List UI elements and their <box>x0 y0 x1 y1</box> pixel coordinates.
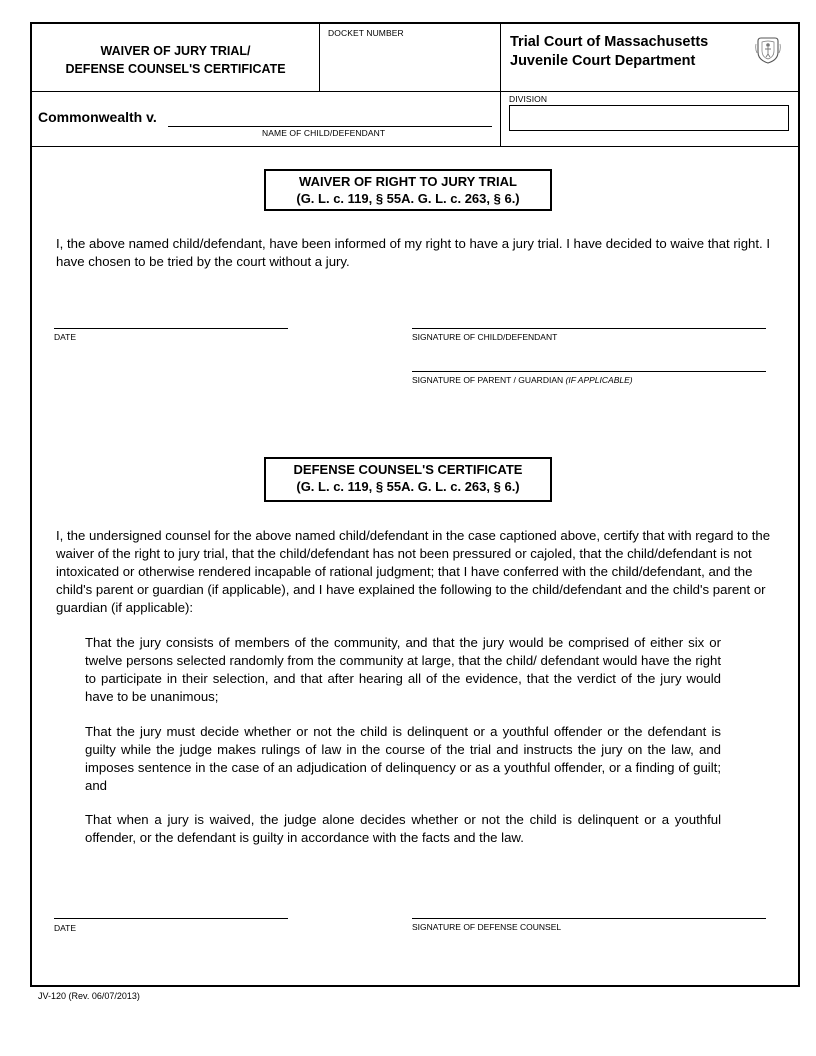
child-signature-field[interactable] <box>412 328 766 329</box>
certificate-item-jury-waived: That when a jury is waived, the judge alone decides whether or not the child is delinquent or a youthful offender, or the defendant is guilty in accordance with the facts and the law. <box>85 812 721 845</box>
parent-signature-label <box>412 375 633 385</box>
defendant-name-label: NAME OF CHILD/DEFENDANT <box>262 128 386 138</box>
parent-signature-field[interactable] <box>412 371 766 372</box>
waiver-date-field[interactable] <box>54 328 288 329</box>
waiver-title-line2: (G. L. c. 119, § 55A. G. L. c. 263, § 6.) <box>296 191 520 206</box>
court-department: Juvenile Court Department <box>510 53 696 69</box>
form-title-line2: DEFENSE COUNSEL'S CERTIFICATE <box>65 61 286 76</box>
division-label: DIVISION <box>509 94 548 104</box>
massachusetts-seal-icon <box>755 35 781 65</box>
waiver-title-line1: WAIVER OF RIGHT TO JURY TRIAL <box>299 174 517 189</box>
certificate-title-line1: DEFENSE COUNSEL'S CERTIFICATE <box>293 462 523 477</box>
waiver-statement: I, the above named child/defendant, have been informed of my right to have a jury trial. I have decided to waive that right. I have chosen to be tried by the court without a jury. <box>56 236 771 269</box>
court-heading <box>500 24 798 91</box>
certificate-item-jury-composition: That the jury consists of members of the community, and that the jury would be comprised of either six or twelve persons selected randomly from the community at large, that the child/ defendant would have the right to participate in their selection, and that after hearing all of the evidence, that the verdict of the jury would have to be unanimous; <box>85 635 721 704</box>
docket-number-label: DOCKET NUMBER <box>328 28 404 38</box>
certificate-section-title <box>264 457 552 502</box>
header-row <box>32 24 798 92</box>
certificate-date-label: DATE <box>54 923 77 933</box>
defendant-name-field[interactable] <box>168 126 492 127</box>
waiver-date-label: DATE <box>54 332 77 342</box>
parent-signature-label-text: SIGNATURE OF PARENT / GUARDIAN <box>412 375 564 385</box>
waiver-section-title <box>264 169 552 211</box>
form-number: JV-120 (Rev. 06/07/2013) <box>38 991 140 1001</box>
certificate-intro: I, the undersigned counsel for the above named child/defendant in the case captioned above, certify that with regard to the waiver of the right to jury trial, that the child/defendant has not been pressured or cajoled, that the child/defendant is not intoxicated or otherwise rendered incapable of rational judgment; that I have conferred with the child/defendant, and the child's parent or guardian (if applicable), and I have explained the following to the child/defendant and the child's parent or guardian (if applicable): <box>56 528 771 615</box>
court-name: Trial Court of Massachusetts <box>510 34 709 50</box>
counsel-signature-label: SIGNATURE OF DEFENSE COUNSEL <box>412 922 562 932</box>
certificate-title-line2: (G. L. c. 119, § 55A. G. L. c. 263, § 6.) <box>296 479 520 494</box>
form-title-line1: WAIVER OF JURY TRIAL/ <box>100 43 251 58</box>
caption-row <box>32 91 798 147</box>
docket-number-field[interactable] <box>320 24 501 91</box>
child-signature-label: SIGNATURE OF CHILD/DEFENDANT <box>412 332 558 342</box>
division-field[interactable] <box>509 105 789 131</box>
parent-signature-note: (IF APPLICABLE) <box>565 375 633 385</box>
certificate-date-field[interactable] <box>54 918 288 919</box>
certificate-item-jury-role: That the jury must decide whether or not the child is delinquent or a youthful offender or the defendant is guilty while the judge makes rulings of law in the course of the trial and instructs the jury on the law, and imposes sentence in the case of an adjudication of delinquency or as a youthful offender, or a finding of guilt; and <box>85 724 721 793</box>
division-section <box>500 91 799 146</box>
form-frame <box>30 22 800 987</box>
counsel-signature-field[interactable] <box>412 918 766 919</box>
form-title <box>32 24 320 91</box>
commonwealth-label: Commonwealth v. <box>38 109 157 125</box>
